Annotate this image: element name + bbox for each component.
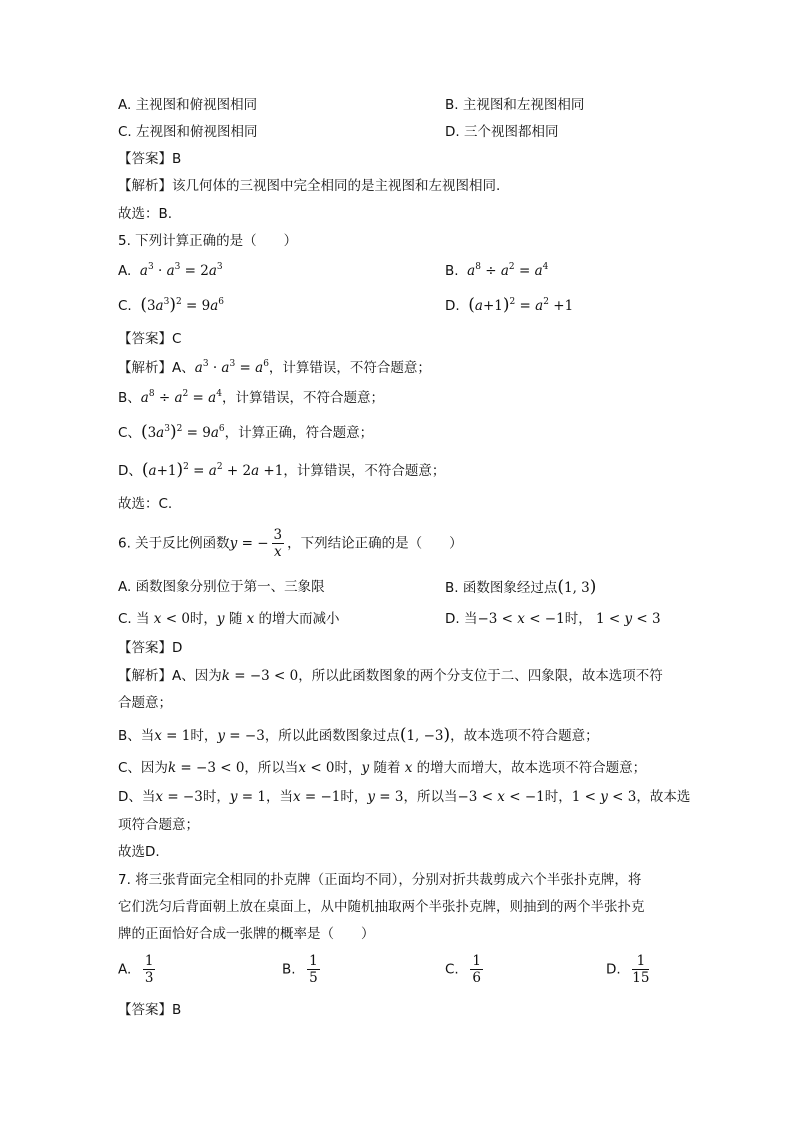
- q4-option-a: A. 主视图和俯视图相同: [118, 97, 258, 113]
- q6-option-a: A. 函数图象分别位于第一、三象限: [118, 579, 325, 595]
- q4-option-d: D. 三个视图都相同: [445, 124, 559, 140]
- q6-option-c: C. 当 x < 0时，y 随 x 的增大而减小: [118, 611, 340, 627]
- q7-option-d: D. $\frac{1}{15}$: [606, 953, 650, 986]
- q6-analysis-b: B、当x = 1时，y = −3，所以此函数图象过点(1, −3)，故本选项不符合题意；: [118, 725, 599, 745]
- q5-analysis-b: B、$a^8 \div a^2 = a^4$，计算错误，不符合题意；: [118, 388, 384, 406]
- q5-stem: 5. 下列计算正确的是（ ）: [118, 233, 298, 249]
- q7-stem-line2: 它们洗匀后背面朝上放在桌面上，从中随机抽取两个半张扑克牌，则抽到的两个半张扑克: [118, 899, 645, 915]
- q7-option-b: B. $\frac{1}{5}$: [282, 953, 318, 986]
- q6-analysis-a2: 合题意；: [118, 695, 172, 711]
- q6-analysis-c: C、因为k = −3 < 0，所以当x < 0时，y 随着 x 的增大而增大，故本选项不符合题意；: [118, 760, 647, 776]
- q4-conclusion: 故选：B.: [118, 206, 173, 222]
- q7-option-c: C. $\frac{1}{6}$: [445, 953, 481, 986]
- q6-analysis-d1: D、当x = −3时，y = 1，当x = −1时，y = 3，所以当−3 < x < −1时，1 < y < 3，故本选: [118, 789, 691, 805]
- q5-analysis-c: C、$(3a^3)^2 = 9a^6$，计算正确，符合题意；: [118, 422, 374, 442]
- q5-analysis-d: D、$(a+1)^2 = a^2 + 2a +1$，计算错误，不符合题意；: [118, 460, 446, 480]
- q5-answer: 【答案】C: [118, 331, 182, 347]
- q4-option-b: B. 主视图和左视图相同: [445, 97, 585, 113]
- q6-option-b: B. 函数图象经过点(1, 3): [445, 577, 597, 597]
- q4-option-c: C. 左视图和俯视图相同: [118, 124, 258, 140]
- q6-stem: 6. 关于反比例函数y = − $\frac{3}{x}$ ，下列结论正确的是（ ）: [118, 527, 463, 560]
- q5-conclusion: 故选：C.: [118, 496, 173, 512]
- q5-analysis-a: 【解析】A、$a^3 \cdot a^3 = a^6$，计算错误，不符合题意；: [118, 358, 431, 376]
- q4-analysis: 【解析】该几何体的三视图中完全相同的是主视图和左视图相同.: [118, 178, 501, 194]
- q5-option-c: C. $(3a^3)^2 = 9a^6$: [118, 295, 224, 315]
- q6-analysis-d2: 项符合题意；: [118, 817, 199, 833]
- q7-option-a: A. $\frac{1}{3}$: [118, 953, 154, 986]
- q7-stem-line1: 7. 将三张背面完全相同的扑克牌（正面均不同），分别对折共裁剪成六个半张扑克牌，将: [118, 872, 642, 888]
- q7-answer: 【答案】B: [118, 1002, 182, 1018]
- q4-answer: 【答案】B: [118, 151, 182, 167]
- q5-option-d: D. $(a+1)^2 = a^2 +1$: [445, 295, 574, 315]
- q5-option-b: B. $a^8 \div a^2 = a^4$: [445, 261, 549, 279]
- q6-answer: 【答案】D: [118, 640, 183, 656]
- q6-conclusion: 故选D.: [118, 844, 160, 860]
- q6-option-d: D. 当−3 < x < −1时， 1 < y < 3: [445, 611, 661, 627]
- q6-analysis-a1: 【解析】A、因为k = −3 < 0，所以此函数图象的两个分支位于二、四象限，故本选项不符: [118, 668, 663, 684]
- q7-stem-line3: 牌的正面恰好合成一张牌的概率是（ ）: [118, 926, 375, 942]
- q5-option-a: A. $a^3 \cdot a^3 = 2a^3$: [118, 261, 223, 279]
